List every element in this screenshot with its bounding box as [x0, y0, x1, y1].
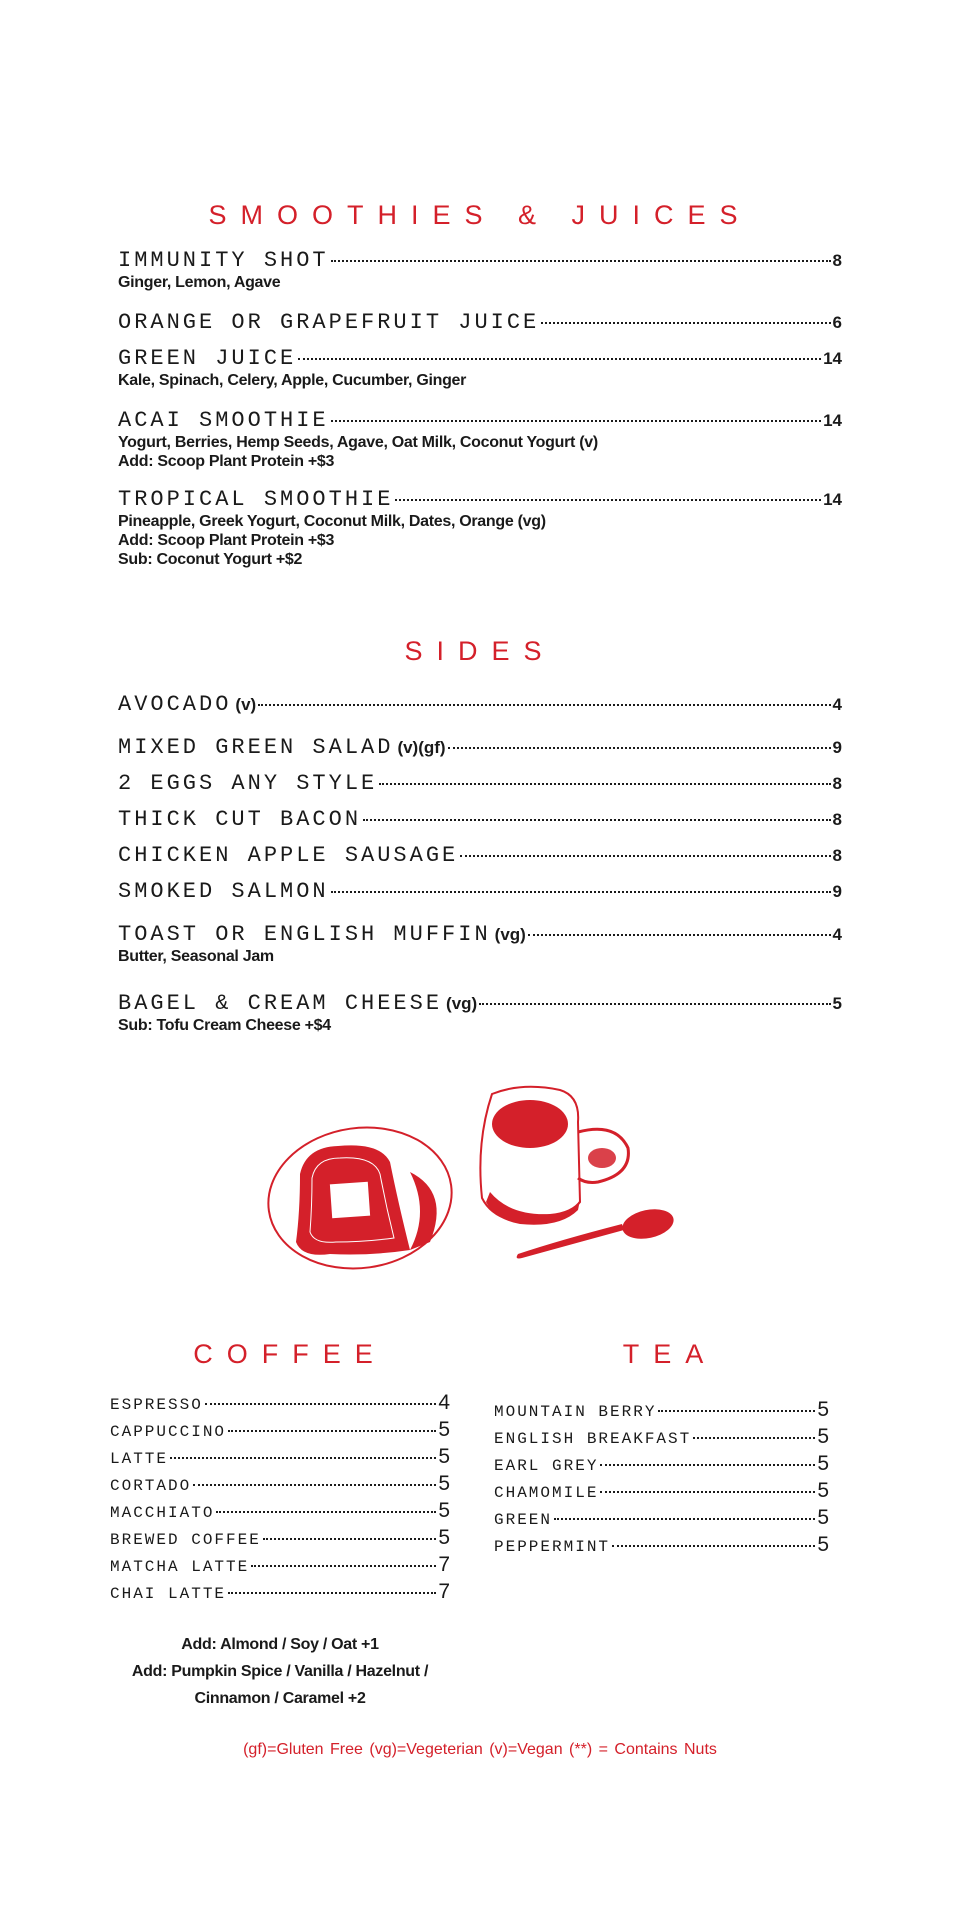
dotted-leader	[479, 1003, 830, 1005]
menu-item-row	[118, 408, 842, 433]
dotted-leader	[298, 358, 821, 360]
dotted-leader	[263, 1538, 436, 1540]
menu-item-price: 8	[832, 774, 842, 793]
coffee-addons	[110, 1631, 450, 1712]
menu-item	[118, 771, 842, 796]
menu-item-price: 5	[832, 994, 842, 1013]
tea-heading: TEA	[622, 1339, 718, 1369]
coffee-item-price: 5	[438, 1445, 450, 1468]
coffee-item-price: 5	[438, 1499, 450, 1522]
dotted-leader	[460, 855, 830, 857]
coffee-item	[110, 1499, 450, 1526]
dotted-leader	[693, 1437, 815, 1439]
menu-item-row	[118, 248, 842, 273]
coffee-item-price: 7	[438, 1580, 450, 1603]
menu-item-price: 4	[832, 695, 842, 714]
dotted-leader	[600, 1491, 815, 1493]
dotted-leader	[170, 1457, 436, 1459]
smoothies-heading: SMOOTHIES & JUICES	[208, 200, 752, 230]
sides-heading: SIDES	[404, 636, 556, 666]
menu-item-tag: (vg)	[446, 994, 478, 1013]
menu-item-name: 2 EGGS ANY STYLE	[118, 771, 378, 796]
menu-item-row	[118, 346, 842, 371]
menu-item-description: Sub: Tofu Cream Cheese +$4	[118, 1017, 331, 1034]
toast-plate-icon	[260, 1116, 461, 1280]
dotted-leader	[193, 1484, 436, 1486]
menu-item-tag: (vg)	[494, 925, 526, 944]
menu-item-description: Add: Scoop Plant Protein +$3	[118, 453, 335, 470]
coffee-heading: COFFEE	[193, 1339, 387, 1369]
dotted-leader	[541, 322, 830, 324]
dotted-leader	[331, 891, 831, 893]
tea-item	[494, 1452, 829, 1479]
tea-item-price: 5	[817, 1506, 829, 1529]
dotted-leader	[216, 1511, 436, 1513]
tea-item-name: GREEN	[494, 1511, 553, 1529]
menu-item-name: IMMUNITY SHOT	[118, 248, 329, 273]
tea-item-name: MOUNTAIN BERRY	[494, 1403, 657, 1421]
dotted-leader	[600, 1464, 815, 1466]
tea-item-price: 5	[817, 1452, 829, 1475]
menu-item-name: ORANGE OR GRAPEFRUIT JUICE	[118, 310, 540, 335]
menu-item-row	[118, 735, 842, 760]
menu-item-price: 4	[832, 925, 842, 944]
coffee-item-price: 7	[438, 1553, 450, 1576]
menu-item-price: 9	[832, 738, 842, 757]
menu-item-row	[118, 879, 842, 904]
menu-item-price: 6	[832, 313, 842, 332]
dietary-legend: (gf)=Gluten Free (vg)=Vegeterian (v)=Vegan (**) = Contains Nuts	[243, 1741, 717, 1758]
menu-item-description: Kale, Spinach, Celery, Apple, Cucumber, Ginger	[118, 372, 467, 389]
menu-item-name: SMOKED SALMON	[118, 879, 329, 904]
coffee-item	[110, 1580, 450, 1607]
menu-item-description: Yogurt, Berries, Hemp Seeds, Agave, Oat Milk, Coconut Yogurt (v)	[118, 434, 598, 451]
tea-item-name: EARL GREY	[494, 1457, 599, 1475]
menu-item-description: Sub: Coconut Yogurt +$2	[118, 551, 303, 568]
menu-item-name: THICK CUT BACON	[118, 807, 362, 832]
dotted-leader	[228, 1430, 436, 1432]
coffee-item-price: 5	[438, 1418, 450, 1441]
menu-item	[118, 248, 842, 292]
menu-item-name: BAGEL & CREAM CHEESE	[118, 991, 443, 1016]
menu-item-row	[118, 843, 842, 868]
menu-item-price: 9	[832, 882, 842, 901]
menu-item	[118, 922, 842, 966]
dotted-leader	[612, 1545, 815, 1547]
dotted-leader	[658, 1410, 815, 1412]
tea-item-price: 5	[817, 1425, 829, 1448]
tea-item-name: ENGLISH BREAKFAST	[494, 1430, 692, 1448]
coffee-item-name: MATCHA LATTE	[110, 1558, 250, 1576]
menu-item-price: 8	[832, 810, 842, 829]
coffee-item-name: CAPPUCCINO	[110, 1423, 227, 1441]
menu-item	[118, 692, 842, 717]
coffee-item-name: CORTADO	[110, 1477, 192, 1495]
menu-item-name: MIXED GREEN SALAD	[118, 735, 394, 760]
coffee-item-name: ESPRESSO	[110, 1396, 203, 1414]
addon-line: Add: Almond / Soy / Oat +1	[181, 1636, 379, 1653]
menu-item-price: 14	[823, 349, 842, 368]
menu-item-price: 14	[823, 490, 842, 509]
menu-item-name: TROPICAL SMOOTHIE	[118, 487, 394, 512]
menu-item	[118, 310, 842, 335]
tea-item-name: CHAMOMILE	[494, 1484, 599, 1502]
coffee-item-name: LATTE	[110, 1450, 169, 1468]
coffee-item-price: 4	[438, 1391, 450, 1414]
menu-item	[118, 487, 842, 569]
dotted-leader	[554, 1518, 815, 1520]
menu-item	[118, 346, 842, 390]
menu-item-name: GREEN JUICE	[118, 346, 297, 371]
menu-item-description: Add: Scoop Plant Protein +$3	[118, 532, 335, 549]
menu-item-row	[118, 771, 842, 796]
menu-item-price: 8	[832, 251, 842, 270]
menu-item-price: 14	[823, 411, 842, 430]
menu-item	[118, 807, 842, 832]
tea-item	[494, 1398, 829, 1425]
tea-item-name: PEPPERMINT	[494, 1538, 611, 1556]
menu-item-tag: (v)	[235, 695, 257, 714]
menu-item-row	[118, 487, 842, 512]
menu-item-name: CHICKEN APPLE SAUSAGE	[118, 843, 459, 868]
menu-item	[118, 408, 842, 471]
menu-item-name: TOAST OR ENGLISH MUFFIN	[118, 922, 491, 947]
dotted-leader	[448, 747, 831, 749]
menu-item-name: AVOCADO	[118, 692, 232, 717]
menu-item-row	[118, 991, 842, 1016]
menu-item	[118, 735, 842, 760]
coffee-item	[110, 1418, 450, 1445]
coffee-item	[110, 1445, 450, 1472]
tea-item-price: 5	[817, 1479, 829, 1502]
menu-item-price: 8	[832, 846, 842, 865]
addon-line: Cinnamon / Caramel +2	[194, 1690, 366, 1707]
coffee-item	[110, 1391, 450, 1418]
dotted-leader	[228, 1592, 436, 1594]
coffee-item-name: BREWED COFFEE	[110, 1531, 261, 1549]
menu-item-row	[118, 692, 842, 717]
menu-item-row	[118, 807, 842, 832]
tea-item-price: 5	[817, 1398, 829, 1421]
menu-item-description: Butter, Seasonal Jam	[118, 948, 274, 965]
tea-item	[494, 1425, 829, 1452]
tea-item	[494, 1506, 829, 1533]
dotted-leader	[331, 420, 821, 422]
menu-item-row	[118, 310, 842, 335]
coffee-cup-icon	[480, 1087, 628, 1225]
dotted-leader	[251, 1565, 436, 1567]
coffee-item-price: 5	[438, 1526, 450, 1549]
dotted-leader	[395, 499, 821, 501]
dotted-leader	[528, 934, 831, 936]
menu-item	[118, 991, 842, 1035]
menu-item	[118, 843, 842, 868]
menu-item-description: Pineapple, Greek Yogurt, Coconut Milk, Dates, Orange (vg)	[118, 513, 546, 530]
coffee-item	[110, 1553, 450, 1580]
dotted-leader	[363, 819, 830, 821]
coffee-item-price: 5	[438, 1472, 450, 1495]
dotted-leader	[205, 1403, 437, 1405]
menu-item-row	[118, 922, 842, 947]
tea-item	[494, 1479, 829, 1506]
menu-item-tag: (v)(gf)	[397, 738, 446, 757]
breakfast-illustration	[260, 1082, 680, 1282]
coffee-list	[110, 1391, 450, 1607]
dotted-leader	[379, 783, 830, 785]
coffee-item	[110, 1472, 450, 1499]
menu-item	[118, 879, 842, 904]
tea-item-price: 5	[817, 1533, 829, 1556]
coffee-item-name: CHAI LATTE	[110, 1585, 227, 1603]
coffee-item-name: MACCHIATO	[110, 1504, 215, 1522]
menu-item-description: Ginger, Lemon, Agave	[118, 274, 281, 291]
tea-item	[494, 1533, 829, 1560]
dotted-leader	[258, 704, 830, 706]
tea-list	[494, 1398, 829, 1560]
addon-line: Add: Pumpkin Spice / Vanilla / Hazelnut /	[131, 1663, 429, 1680]
coffee-item	[110, 1526, 450, 1553]
menu-item-name: ACAI SMOOTHIE	[118, 408, 329, 433]
dotted-leader	[331, 260, 831, 262]
